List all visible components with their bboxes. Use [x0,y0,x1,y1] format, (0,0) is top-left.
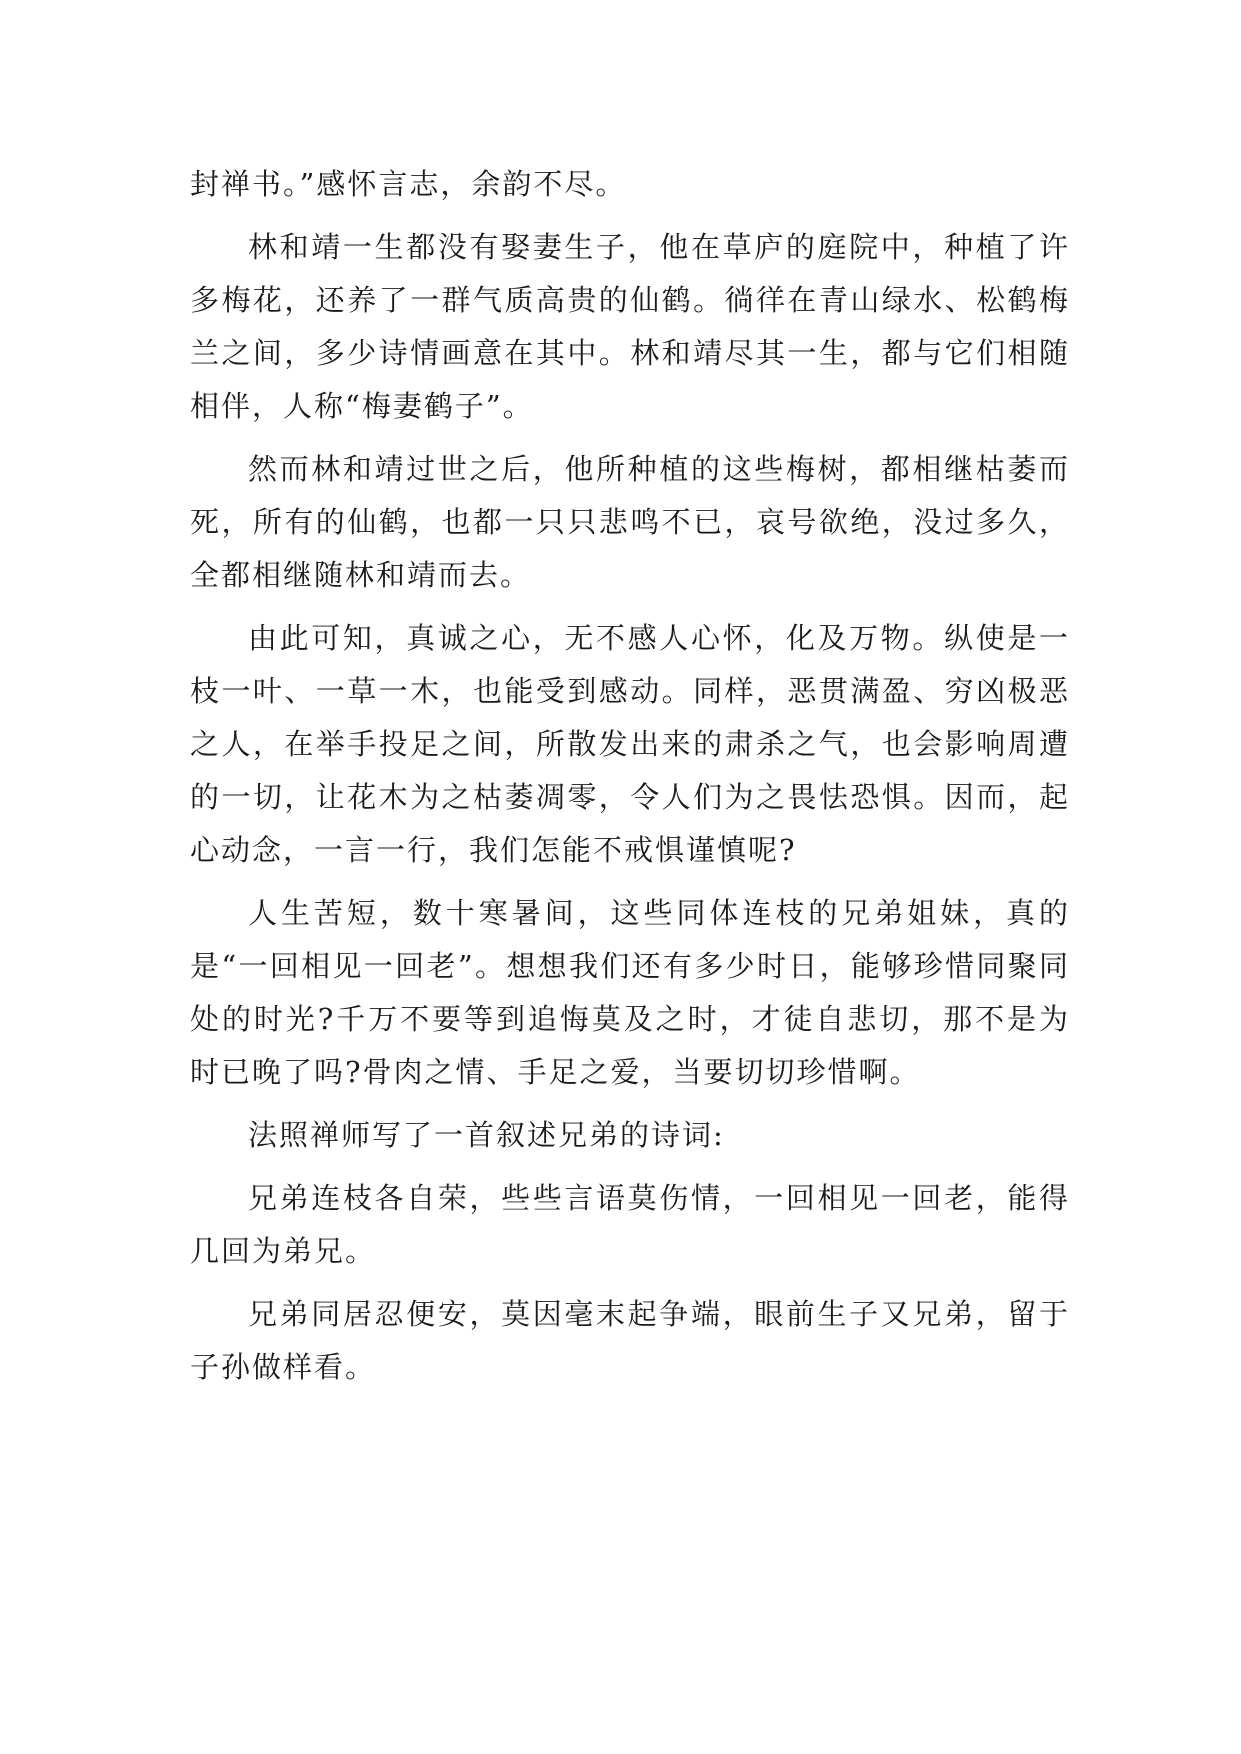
paragraph-sincerity: 由此可知，真诚之心，无不感人心怀，化及万物。纵使是一枝一叶、一草一木，也能受到感动。同样，恶贯满盈、穷凶极恶之人，在举手投足之间，所散发出来的肃杀之气，也会影响周遭的一切，让花木为之枯萎凋零，令人们为之畏怯恐惧。因而，起心动念，一言一行，我们怎能不戒惧谨慎呢? [190,621,1070,867]
paragraph-poem-intro: 法照禅师写了一首叙述兄弟的诗词: [248,1118,725,1152]
paragraph-continuation: 封禅书。”感怀言志，余韵不尽。 [190,167,627,201]
poem-stanza-1: 兄弟连枝各自荣，些些言语莫伤情，一回相见一回老，能得几回为弟兄。 [190,1181,1070,1268]
paragraph-after-death: 然而林和靖过世之后，他所种植的这些梅树，都相继枯萎而死，所有的仙鹤，也都一只只悲鸣不已，哀号欲绝，没过多久，全都相继随林和靖而去。 [190,452,1070,592]
poem-stanza-2: 兄弟同居忍便安，莫因毫末起争端，眼前生子又兄弟，留于子孙做样看。 [190,1297,1070,1384]
paragraph-lin-hejing-plum-crane: 林和靖一生都没有娶妻生子，他在草庐的庭院中，种植了许多梅花，还养了一群气质高贵的仙鹤。徜徉在青山绿水、松鹤梅兰之间，多少诗情画意在其中。林和靖尽其一生，都与它们相随相伴，人称“梅妻鹤子”。 [190,230,1070,423]
document-body [190,158,1070,1404]
paragraph-life-short: 人生苦短，数十寒暑间，这些同体连枝的兄弟姐妹，真的是“一回相见一回老”。想想我们还有多少时日，能够珍惜同聚同处的时光?千万不要等到追悔莫及之时，才徒自悲切，那不是为时已晚了吗?骨肉之情、手足之爱，当要切切珍惜啊。 [190,896,1070,1089]
